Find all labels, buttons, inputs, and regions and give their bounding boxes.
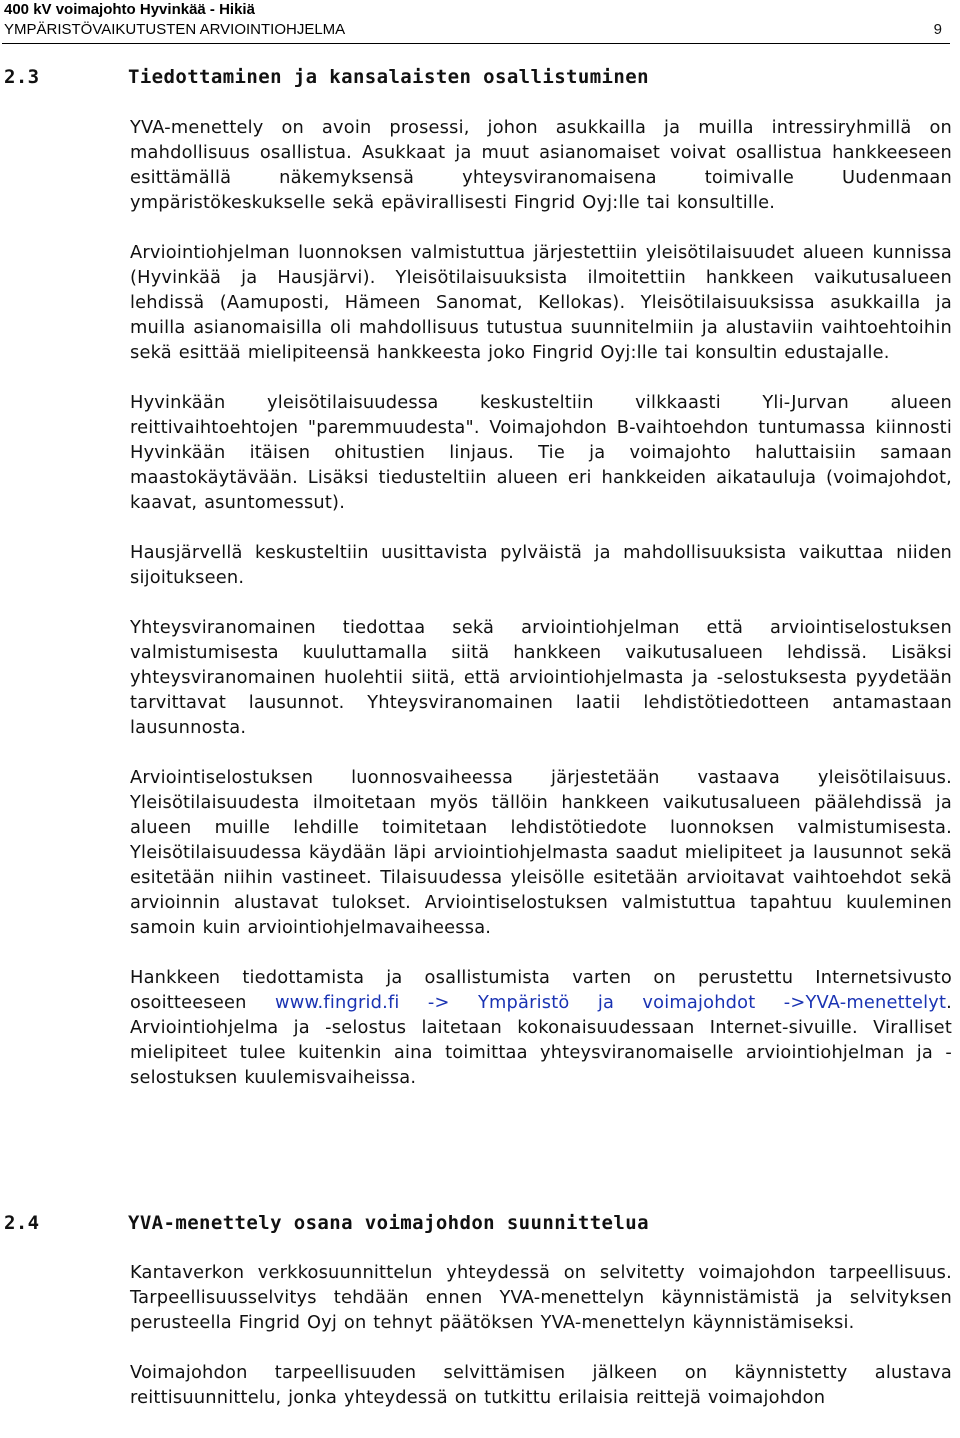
section-number: 2.3 — [4, 66, 40, 88]
paragraph: YVA-menettely on avoin prosessi, johon asukkailla ja muilla intressiryhmillä on mahdollisuus osallistua. Asukkaat ja muut asianomaiset voivat osallistua hankkeeseen esittämällä näkemyksensä yhteysviranomaisena toimivalle Uudenmaan ympäristökeskukselle sekä epävirallisesti Fingrid Oyj:lle tai konsultille. — [130, 117, 952, 213]
running-header — [4, 0, 944, 40]
section-title: Tiedottaminen ja kansalaisten osallistuminen — [128, 66, 649, 88]
section-heading-2-3 — [4, 66, 649, 88]
header-divider — [2, 43, 950, 44]
paragraph: Yhteysviranomainen tiedottaa sekä arviointiohjelman että arviointiselostuksen valmistumisesta kuuluttamalla siitä hankkeen vaikutusalueen lehdissä. Lisäksi yhteysviranomainen huolehtii siitä, että arviointiohjelmasta ja -selostuksesta pyydetään tarvittavat lausunnot. Yhteysviranomainen laatii lehdistötiedotteen antamastaan lausunnosta. — [130, 617, 952, 738]
section-2-3-body — [130, 115, 952, 1090]
paragraph: Arviointiselostuksen luonnosvaiheessa järjestetään vastaava yleisötilaisuus. Yleisötilaisuudesta ilmoitetaan myös tällöin hankkeen vaikutusalueen päälehdissä ja alueen muille lehdille toimitetaan lehdistötiedote luonnoksen valmistumisesta. Yleisötilaisuudessa käydään läpi arviointiohjelmasta saadut mielipiteet ja lausunnot sekä esitetään niihin vastineet. Tilaisuudessa yleisölle esitetään arvioitavat vaihtoehdot sekä arvioinnin alustavat tulokset. Arviointiselostuksen valmistuttua tapahtuu kuuleminen samoin kuin arviointiohjelmavaiheessa. — [130, 767, 952, 938]
document-subtitle: YMPÄRISTÖVAIKUTUSTEN ARVIOINTIOHJELMA — [4, 21, 346, 38]
document-title: 400 kV voimajohto Hyvinkää - Hikiä — [4, 1, 255, 18]
paragraph: Hausjärvellä keskusteltiin uusittavista pylväistä ja mahdollisuuksista vaikuttaa niiden sijoitukseen. — [130, 542, 952, 588]
paragraph: Hyvinkään yleisötilaisuudessa keskusteltiin vilkkaasti Yli-Jurvan alueen reittivaihtoehtojen "paremmuudesta". Voimajohdon B-vaihtoehdon tuntumassa kiinnosti Hyvinkään itäisen ohitustien linjaus. Tie ja voimajohto haluttaisiin samaan maastokäytävään. Lisäksi tiedusteltiin alueen eri hankkeiden aikatauluja (voimajohdot, kaavat, asuntomessut). — [130, 392, 952, 513]
page-number: 9 — [933, 21, 942, 38]
paragraph: Arviointiohjelman luonnoksen valmistuttua järjestettiin yleisötilaisuudet alueen kunnissa (Hyvinkää ja Hausjärvi). Yleisötilaisuuksista ilmoitettiin hankkeen vaikutusalueen lehdissä (Aamuposti, Hämeen Sanomat, Kellokas). Yleisötilaisuuksissa asukkailla ja muilla asianomaisilla oli mahdollisuus tutustua suunnitelmiin ja alustaviin vaihtoehtoihin sekä esittää mielipiteensä hankkeesta joko Fingrid Oyj:lle tai konsultin edustajalle. — [130, 242, 952, 363]
paragraph-text: Hankkeen tiedottamista ja osallistumista varten on perustettu Internetsivusto osoitteeseen — [130, 967, 952, 1013]
paragraph-with-link — [130, 965, 952, 1090]
paragraph: Voimajohdon tarpeellisuuden selvittämisen jälkeen on käynnistetty alustava reittisuunnittelu, jonka yhteydessä on tutkittu erilaisia reittejä voimajohdon — [130, 1362, 952, 1408]
section-heading-2-4 — [4, 1212, 649, 1234]
paragraph-text: . Arviointiohjelma ja -selostus laitetaan kokonaisuudessaan Internet-sivuille. Viralliset mielipiteet tulee kuitenkin aina toimittaa yhteysviranomaiselle arviointiohjelman ja -selostuksen kuulemisvaiheissa. — [130, 992, 953, 1088]
section-title: YVA-menettely osana voimajohdon suunnittelua — [128, 1212, 649, 1234]
paragraph: Kantaverkon verkkosuunnittelun yhteydessä on selvitetty voimajohdon tarpeellisuus. Tarpeellisuusselvitys tehdään ennen YVA-menettelyn käynnistämistä ja selvityksen perusteella Fingrid Oyj on tehnyt päätöksen YVA-menettelyn käynnistämiseksi. — [130, 1262, 952, 1333]
fingrid-website-link[interactable]: www.fingrid.fi -> Ympäristö ja voimajohdot ->YVA-menettelyt — [274, 992, 947, 1013]
section-2-4-body — [130, 1260, 952, 1410]
section-number: 2.4 — [4, 1212, 40, 1234]
